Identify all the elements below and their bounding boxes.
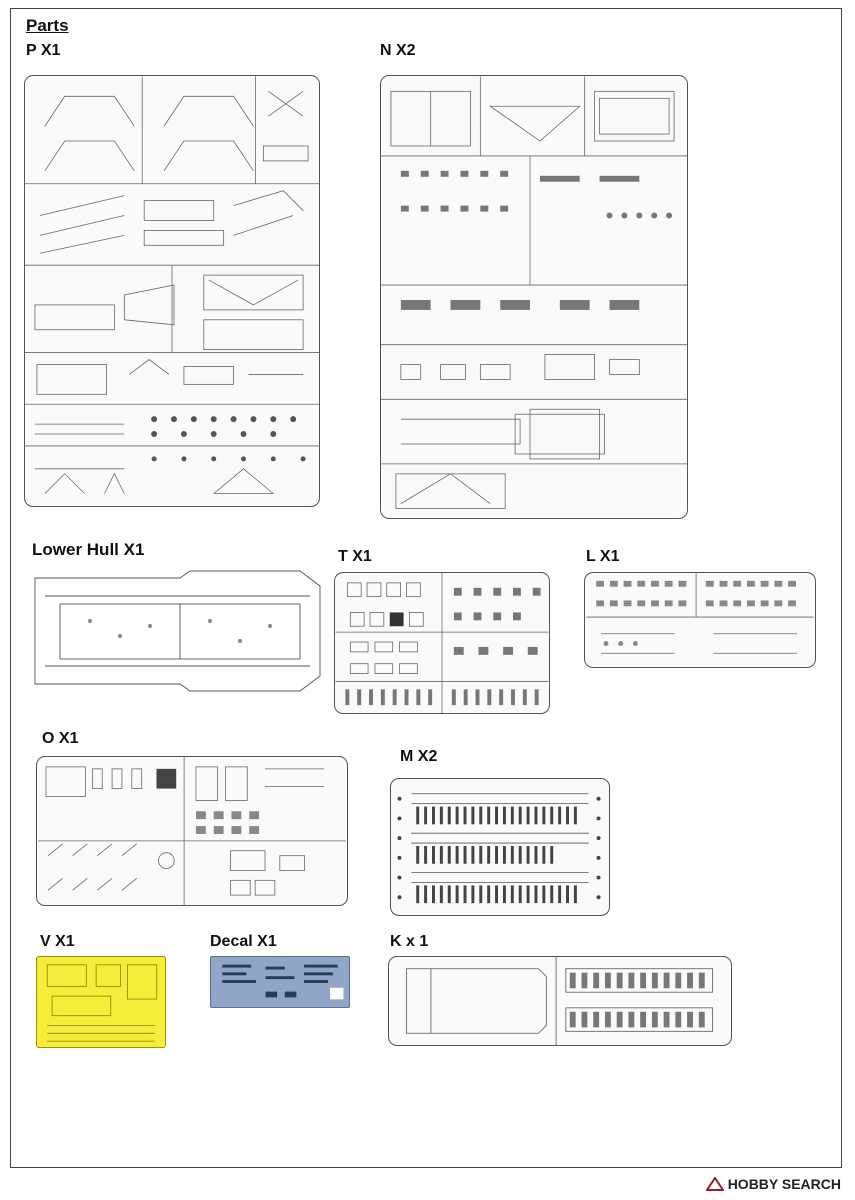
decal-sheet: [210, 956, 350, 1008]
sprue-t-parts: [335, 573, 549, 713]
sprue-l: [584, 572, 816, 668]
photo-etch-v-parts: [37, 957, 165, 1047]
sprue-o: [36, 756, 348, 906]
sprue-m-parts: [391, 779, 609, 915]
sprue-label-v: V X1: [40, 933, 75, 950]
sprue-label-l: L X1: [586, 548, 620, 565]
sprue-o-parts: [37, 757, 347, 905]
watermark-text: HOBBY SEARCH: [727, 1176, 841, 1192]
decal-sheet-markings: [211, 957, 349, 1007]
photo-etch-v: [36, 956, 166, 1048]
sprue-l-parts: [585, 573, 815, 667]
sprue-label-m: M X2: [400, 748, 438, 765]
sprue-label-decal: Decal X1: [210, 933, 277, 950]
sprue-label-t: T X1: [338, 548, 372, 565]
lower-hull-drawing: [30, 566, 322, 696]
page-heading: Parts: [26, 16, 69, 35]
sprue-p: [24, 75, 320, 507]
sprue-label-n: N X2: [380, 42, 416, 59]
sprue-n: [380, 75, 688, 519]
sprue-label-lower-hull: Lower Hull X1: [32, 540, 145, 559]
hobby-search-logo-icon: [706, 1177, 724, 1191]
sprue-p-parts: [25, 76, 319, 506]
sprue-m: [390, 778, 610, 916]
sprue-label-p: P X1: [26, 42, 61, 59]
sprue-t: [334, 572, 550, 714]
sprue-label-k: K x 1: [390, 933, 429, 950]
watermark: [706, 1176, 841, 1192]
sprue-label-o: O X1: [42, 730, 79, 747]
sprue-n-parts: [381, 76, 687, 518]
lower-hull: [30, 566, 322, 696]
sprue-k-parts: [389, 957, 731, 1045]
sprue-k: [388, 956, 732, 1046]
